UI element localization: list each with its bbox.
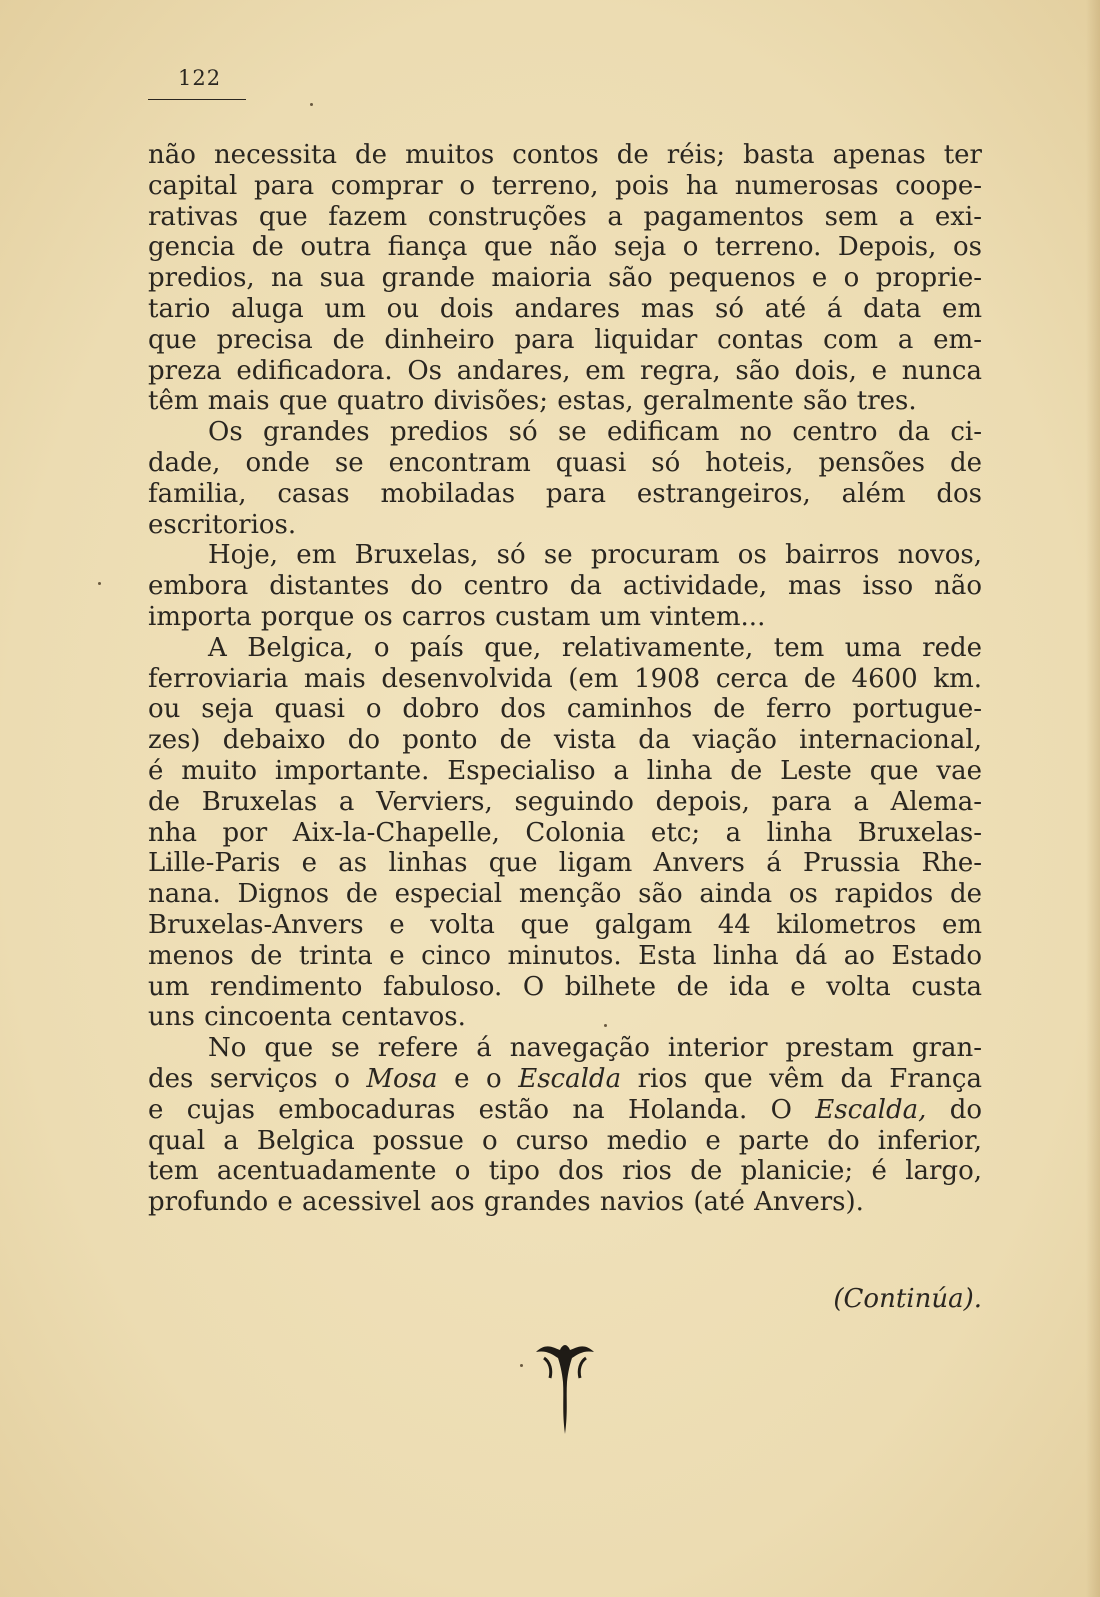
text-line: rativas que fazem construções a pagamentos sem a exi- [148, 201, 982, 232]
text-line: embora distantes do centro da actividade, mas isso não [148, 571, 982, 602]
page-number: 122 [178, 66, 222, 90]
body-text [148, 140, 982, 1218]
text-line: predios, na sua grande maioria são pequenos e o proprie- [148, 263, 982, 294]
text-line: profundo e acessivel aos grandes navios (até Anvers). [148, 1187, 864, 1218]
text-line: Bruxelas-Anvers e volta que galgam 44 kilometros em [148, 909, 982, 940]
text-line: Hoje, em Bruxelas, só se procuram os bairros novos, [208, 540, 982, 571]
italic-river-name: Escalda [518, 1063, 622, 1094]
text-line: não necessita de muitos contos de réis; basta apenas ter [148, 140, 982, 170]
text-line: No que se refere á navegação interior prestam gran- [208, 1033, 982, 1064]
paper-speck [520, 1364, 523, 1367]
text-line: tem acentuadamente o tipo dos rios de planicie; é largo, [148, 1156, 982, 1187]
text-line: gencia de outra fiança que não seja o terreno. Depois, os [148, 232, 982, 263]
text-line: Lille-Paris e as linhas que ligam Anvers á Prussia Rhe- [148, 848, 982, 879]
text-line-with-italics [148, 1095, 982, 1126]
page-edge-shadow [1086, 0, 1100, 1597]
italic-river-name: Escalda, [815, 1094, 927, 1125]
text-line: dade, onde se encontram quasi só hoteis, pensões de [148, 447, 982, 478]
text-line: de Bruxelas a Verviers, seguindo depois, para a Alema- [148, 786, 982, 817]
tailpiece-ornament-icon [532, 1338, 598, 1438]
text-line-with-italics [148, 1064, 982, 1095]
text-line: um rendimento fabuloso. O bilhete de ida e volta custa [148, 971, 982, 1002]
text-line: nha por Aix-la-Chapelle, Colonia etc; a linha Bruxelas- [148, 817, 982, 848]
page-number-rule [148, 99, 246, 100]
paper-speck [98, 582, 101, 585]
text-run: e o [437, 1063, 519, 1094]
continued-note: (Continúa). [833, 1284, 982, 1314]
text-run: des serviços o [148, 1063, 367, 1094]
text-line: zes) debaixo do ponto de vista da viação internacional, [148, 725, 982, 756]
text-line: têm mais que quatro divisões; estas, geralmente são tres. [148, 386, 917, 417]
text-line: é muito importante. Especialiso a linha de Leste que vae [148, 755, 982, 786]
text-line: menos de trinta e cinco minutos. Esta linha dá ao Estado [148, 940, 982, 971]
text-run: rios que vêm da França [621, 1063, 982, 1094]
text-line: Os grandes predios só se edificam no centro da ci- [208, 417, 982, 448]
text-line: familia, casas mobiladas para estrangeiros, além dos [148, 478, 982, 509]
text-line: importa porque os carros custam um vintem... [148, 601, 766, 632]
text-line: A Belgica, o país que, relativamente, tem uma rede [208, 632, 982, 663]
text-line: preza edificadora. Os andares, em regra, são dois, e nunca [148, 355, 982, 386]
text-line: ou seja quasi o dobro dos caminhos de ferro portugue- [148, 694, 982, 725]
paper-speck [310, 103, 313, 106]
text-line: tario aluga um ou dois andares mas só até á data em [148, 293, 982, 324]
text-line: qual a Belgica possue o curso medio e parte do inferior, [148, 1125, 982, 1156]
paper-speck [604, 1024, 607, 1027]
text-line: capital para comprar o terreno, pois ha numerosas coope- [148, 170, 982, 201]
italic-river-name: Mosa [366, 1063, 438, 1094]
text-line: uns cincoenta centavos. [148, 1002, 466, 1033]
text-line: ferroviaria mais desenvolvida (em 1908 cerca de 4600 km. [148, 663, 982, 694]
text-line: escritorios. [148, 509, 297, 540]
text-line: nana. Dignos de especial menção são ainda os rapidos de [148, 879, 982, 910]
text-line: que precisa de dinheiro para liquidar contas com a em- [148, 324, 982, 355]
text-run: e cujas embocaduras estão na Holanda. O [148, 1094, 792, 1125]
text-run: do [926, 1094, 982, 1125]
